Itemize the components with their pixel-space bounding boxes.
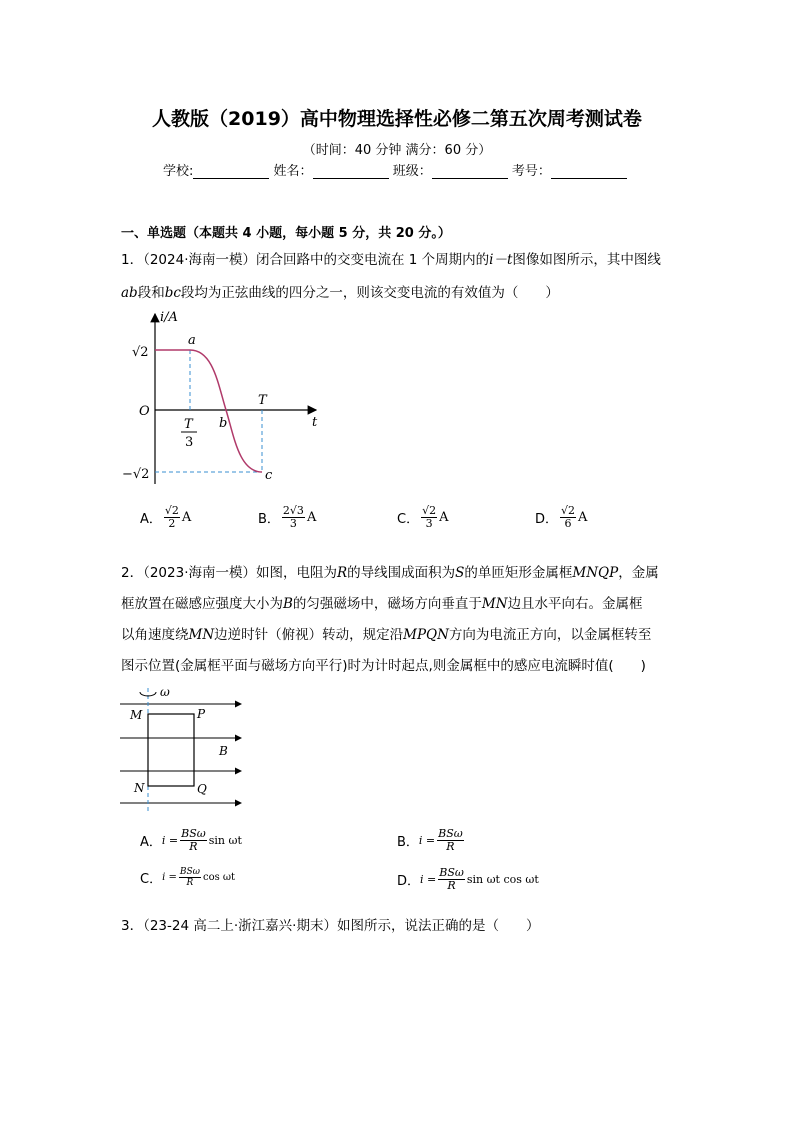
q1-line2: ab段和bc段均为正弦曲线的四分之一，则该交变电流的有效值为（ ） bbox=[121, 285, 559, 301]
y-axis-label: i/A bbox=[160, 310, 178, 325]
xtick-T3-den: 3 bbox=[185, 435, 194, 450]
q1-current-graph bbox=[118, 304, 328, 490]
school-label: 学校: bbox=[163, 164, 194, 179]
q3-line1: 3．（23-24 高二上·浙江嘉兴·期末）如图所示，说法正确的是（ ） bbox=[121, 918, 540, 934]
q2-line4: 图示位置(金属框平面与磁场方向平行)时为计时起点,则金属框中的感应电流瞬时值( ) bbox=[121, 658, 646, 674]
q2-line3: 以角速度绕MN边逆时针（俯视）转动，规定沿MPQN方向为电流正方向，以金属框转至 bbox=[121, 627, 652, 643]
corner-M: M bbox=[130, 708, 143, 722]
q1-b-fraction: $\frac{2√3}{3}$ bbox=[282, 504, 304, 530]
q2-option-d[interactable]: D． i = $\frac{\text{BSω}}{R}$ sin ωt cos ωt bbox=[397, 866, 539, 892]
corner-N: N bbox=[134, 781, 145, 795]
q2-option-a[interactable]: A． i = $\frac{\text{BSω}}{R}$ sin ωt bbox=[140, 827, 242, 853]
q2-b-fraction: $\frac{\text{BSω}}{R}$ bbox=[438, 827, 463, 853]
q2-c-fraction: $\frac{\text{BSω}}{R}$ bbox=[179, 867, 200, 888]
xtick-T: T bbox=[258, 393, 267, 408]
corner-Q: Q bbox=[197, 782, 207, 796]
section-title: 一、单选题（本题共 4 小题，每小题 5 分，共 20 分。） bbox=[121, 226, 451, 241]
class-label: 班级： bbox=[392, 164, 432, 179]
page-title: 人教版（2019）高中物理选择性必修二第五次周考测试卷 bbox=[152, 108, 642, 130]
exam-info: （时间：40 分钟 满分：60 分） bbox=[302, 143, 492, 158]
ytick-negative: −√2 bbox=[122, 467, 150, 482]
q1-d-fraction: $\frac{√2}{6}$ bbox=[561, 504, 576, 530]
q1-a-fraction: $\frac{√2}{2}$ bbox=[164, 504, 179, 530]
name-label: 姓名： bbox=[273, 164, 313, 179]
omega-label: ω bbox=[160, 685, 170, 699]
exam-number-blank[interactable] bbox=[551, 164, 627, 179]
q2-option-b[interactable]: B． i = $\frac{\text{BSω}}{R}$ bbox=[397, 827, 463, 853]
class-blank[interactable] bbox=[432, 164, 508, 179]
q2-line2: 框放置在磁感应强度大小为B的匀强磁场中，磁场方向垂直于MN边且水平向右。金属框 bbox=[121, 596, 643, 612]
q1-line1: 1．（2024·海南一模）闭合回路中的交变电流在 1 个周期内的i－t图像如图所示，其中图线 bbox=[121, 252, 661, 268]
metal-frame bbox=[148, 714, 194, 786]
q2-option-c[interactable]: C． i = $\frac{\text{BSω}}{R}$ cos ωt bbox=[140, 867, 236, 888]
q1-option-b[interactable]: B． $\frac{2√3}{3}$ A bbox=[258, 504, 317, 530]
q2-frame-figure bbox=[118, 683, 248, 815]
exam-number-label: 考号： bbox=[511, 164, 551, 179]
q2-a-fraction: $\frac{\text{BSω}}{R}$ bbox=[181, 827, 206, 853]
q1-option-c[interactable]: C． $\frac{√2}{3}$ A bbox=[397, 504, 449, 530]
q1-option-d[interactable]: D． $\frac{√2}{6}$ A bbox=[535, 504, 588, 530]
student-fields bbox=[163, 160, 627, 179]
point-c-label: c bbox=[265, 468, 273, 483]
current-curve bbox=[155, 350, 262, 472]
q1-option-a[interactable]: A． $\frac{√2}{2}$ A bbox=[140, 504, 192, 530]
field-B-label: B bbox=[219, 744, 228, 758]
corner-P: P bbox=[197, 707, 206, 721]
point-a-label: a bbox=[188, 333, 196, 348]
point-b-label: b bbox=[219, 416, 228, 431]
name-blank[interactable] bbox=[313, 164, 389, 179]
origin-label: O bbox=[139, 404, 150, 419]
q2-d-fraction: $\frac{\text{BSω}}{R}$ bbox=[439, 866, 464, 892]
xtick-T3-num: T bbox=[184, 417, 193, 432]
q1-c-fraction: $\frac{√2}{3}$ bbox=[422, 504, 437, 530]
x-axis-label: t bbox=[312, 415, 318, 430]
school-blank[interactable] bbox=[193, 164, 269, 179]
ytick-positive: √2 bbox=[132, 345, 149, 360]
q2-line1: 2．（2023·海南一模）如图，电阻为R的导线围成面积为S的单匝矩形金属框MNQP，金属 bbox=[121, 565, 659, 581]
